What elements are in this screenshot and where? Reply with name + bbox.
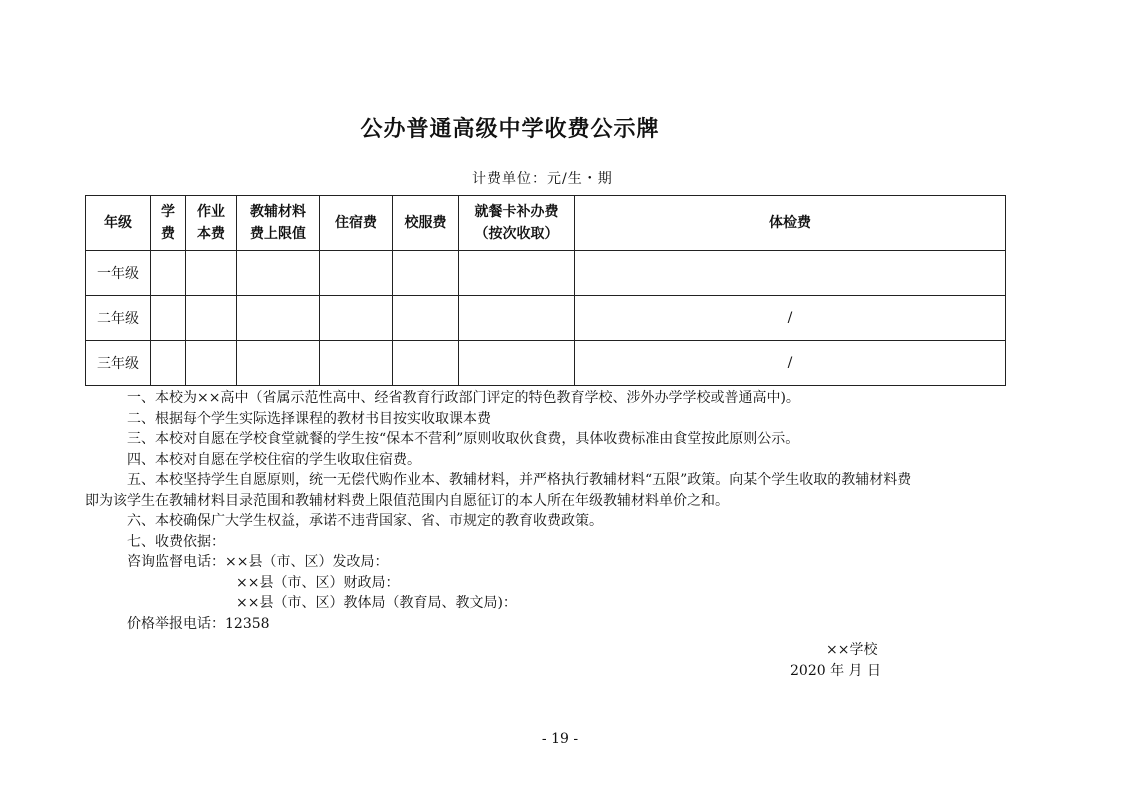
notes-section [85, 388, 1035, 634]
table-cell [186, 296, 237, 341]
fee-table [85, 195, 1006, 386]
note-item: 三、本校对自愿在学校食堂就餐的学生按“保本不营利”原则收取伙食费，具体收费标准由食堂按此原则公示。 [127, 431, 800, 447]
table-cell [320, 251, 393, 296]
table-cell [151, 296, 186, 341]
table-cell: / [575, 296, 1006, 341]
document-title: 公办普通高级中学收费公示牌 [360, 117, 660, 142]
note-item: 五、本校坚持学生自愿原则，统一无偿代购作业本、教辅材料，并严格执行教辅材料“五限”政策。向某个学生收取的教辅材料费 [127, 472, 912, 488]
unit-note: 计费单位：元/生・期 [472, 171, 613, 187]
note-item: 二、根据每个学生实际选择课程的教材书目按实收取课本费 [127, 410, 491, 427]
note-item: 一、本校为××高中（省属示范性高中、经省教育行政部门评定的特色教育学校、涉外办学学校或普通高中)。 [127, 390, 800, 406]
table-cell [393, 251, 459, 296]
table-cell [320, 341, 393, 386]
note-item: 七、收费依据： [127, 533, 225, 550]
table-cell [237, 341, 320, 386]
supervision-phone-line: ××县（市、区）财政局： [236, 574, 400, 591]
table-cell [186, 341, 237, 386]
table-row [86, 296, 1006, 341]
grade-cell: 二年级 [86, 296, 151, 341]
signature-date: 2020 年 月 日 [790, 662, 881, 679]
table-cell [320, 296, 393, 341]
page-number: - 19 - [541, 731, 579, 747]
header-exercise-book-fee: 作业 本费 [186, 196, 237, 251]
table-cell [151, 251, 186, 296]
header-supplementary-material-cap: 教辅材料 费上限值 [237, 196, 320, 251]
table-header-row [86, 196, 1006, 251]
table-cell [393, 296, 459, 341]
table-cell [186, 251, 237, 296]
header-uniform-fee: 校服费 [393, 196, 459, 251]
note-item: 即为该学生在教辅材料目录范围和教辅材料费上限值范围内自愿征订的本人所在年级教辅材料单价之和。 [85, 492, 729, 509]
note-item: 四、本校对自愿在学校住宿的学生收取住宿费。 [127, 451, 421, 468]
header-tuition: 学 费 [151, 196, 186, 251]
school-name: ××学校 [826, 642, 878, 658]
grade-cell: 三年级 [86, 341, 151, 386]
table-cell [237, 251, 320, 296]
table-cell [393, 341, 459, 386]
table-cell [575, 251, 1006, 296]
header-grade: 年级 [86, 196, 151, 251]
header-medical-exam-fee: 体检费 [575, 196, 1006, 251]
header-accommodation-fee: 住宿费 [320, 196, 393, 251]
note-item: 六、本校确保广大学生权益，承诺不违背国家、省、市规定的教育收费政策。 [127, 513, 603, 529]
supervision-phone-line: ××县（市、区）教体局（教育局、教文局)： [236, 595, 517, 611]
table-cell [151, 341, 186, 386]
table-cell [459, 296, 575, 341]
table-row [86, 251, 1006, 296]
table-cell [459, 341, 575, 386]
signature-block [790, 640, 915, 681]
table-row [86, 341, 1006, 386]
grade-cell: 一年级 [86, 251, 151, 296]
table-cell [237, 296, 320, 341]
header-meal-card-replacement-fee: 就餐卡补办费 （按次收取） [459, 196, 575, 251]
supervision-phone-line: 咨询监督电话：××县（市、区）发改局： [127, 554, 389, 570]
table-cell: / [575, 341, 1006, 386]
table-cell [459, 251, 575, 296]
price-report-phone-line: 价格举报电话：12358 [127, 615, 270, 632]
